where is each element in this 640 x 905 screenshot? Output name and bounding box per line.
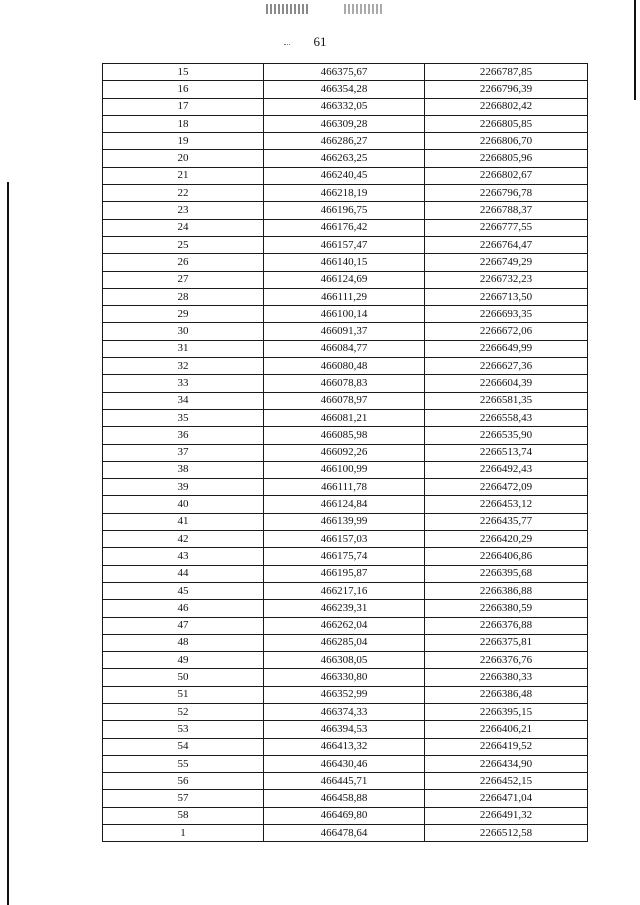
x-coordinate-cell: 466100,14 [264, 306, 425, 323]
table-row [103, 565, 588, 582]
point-number-cell: 44 [103, 565, 264, 582]
table-row [103, 479, 588, 496]
x-coordinate-cell: 466091,37 [264, 323, 425, 340]
y-coordinate-cell: 2266693,35 [425, 306, 588, 323]
x-coordinate-cell: 466478,64 [264, 825, 425, 842]
x-coordinate-cell: 466239,31 [264, 600, 425, 617]
table-row [103, 582, 588, 599]
point-number-cell: 17 [103, 98, 264, 115]
point-number-cell: 57 [103, 790, 264, 807]
y-coordinate-cell: 2266604,39 [425, 375, 588, 392]
point-number-cell: 20 [103, 150, 264, 167]
x-coordinate-cell: 466263,25 [264, 150, 425, 167]
x-coordinate-cell: 466330,80 [264, 669, 425, 686]
point-number-cell: 25 [103, 236, 264, 253]
y-coordinate-cell: 2266749,29 [425, 254, 588, 271]
y-coordinate-cell: 2266380,33 [425, 669, 588, 686]
y-coordinate-cell: 2266376,76 [425, 652, 588, 669]
x-coordinate-cell: 466430,46 [264, 755, 425, 772]
x-coordinate-cell: 466092,26 [264, 444, 425, 461]
point-number-cell: 50 [103, 669, 264, 686]
table-row [103, 236, 588, 253]
y-coordinate-cell: 2266535,90 [425, 427, 588, 444]
x-coordinate-cell: 466157,47 [264, 236, 425, 253]
table-row [103, 825, 588, 842]
point-number-cell: 56 [103, 773, 264, 790]
y-coordinate-cell: 2266672,06 [425, 323, 588, 340]
point-number-cell: 28 [103, 288, 264, 305]
point-number-cell: 18 [103, 115, 264, 132]
table-row [103, 513, 588, 530]
x-coordinate-cell: 466139,99 [264, 513, 425, 530]
table-row [103, 755, 588, 772]
x-coordinate-cell: 466445,71 [264, 773, 425, 790]
coordinates-table [102, 63, 588, 842]
table-row [103, 531, 588, 548]
y-coordinate-cell: 2266649,99 [425, 340, 588, 357]
y-coordinate-cell: 2266732,23 [425, 271, 588, 288]
y-coordinate-cell: 2266805,96 [425, 150, 588, 167]
point-number-cell: 15 [103, 64, 264, 81]
table-row [103, 773, 588, 790]
x-coordinate-cell: 466374,33 [264, 703, 425, 720]
x-coordinate-cell: 466217,16 [264, 582, 425, 599]
table-row [103, 185, 588, 202]
table-row [103, 219, 588, 236]
scan-artifact [266, 4, 308, 14]
x-coordinate-cell: 466195,87 [264, 565, 425, 582]
point-number-cell: 55 [103, 755, 264, 772]
y-coordinate-cell: 2266512,58 [425, 825, 588, 842]
scan-margin-line [634, 0, 636, 100]
y-coordinate-cell: 2266805,85 [425, 115, 588, 132]
point-number-cell: 47 [103, 617, 264, 634]
y-coordinate-cell: 2266375,81 [425, 634, 588, 651]
x-coordinate-cell: 466413,32 [264, 738, 425, 755]
y-coordinate-cell: 2266376,88 [425, 617, 588, 634]
table-row [103, 392, 588, 409]
y-coordinate-cell: 2266380,59 [425, 600, 588, 617]
table-row [103, 444, 588, 461]
point-number-cell: 1 [103, 825, 264, 842]
x-coordinate-cell: 466081,21 [264, 409, 425, 426]
point-number-cell: 19 [103, 133, 264, 150]
x-coordinate-cell: 466124,69 [264, 271, 425, 288]
point-number-cell: 32 [103, 358, 264, 375]
point-number-cell: 26 [103, 254, 264, 271]
point-number-cell: 43 [103, 548, 264, 565]
x-coordinate-cell: 466218,19 [264, 185, 425, 202]
y-coordinate-cell: 2266386,88 [425, 582, 588, 599]
table-row [103, 167, 588, 184]
y-coordinate-cell: 2266796,39 [425, 81, 588, 98]
point-number-cell: 16 [103, 81, 264, 98]
table-row [103, 64, 588, 81]
y-coordinate-cell: 2266492,43 [425, 461, 588, 478]
point-number-cell: 52 [103, 703, 264, 720]
table-row [103, 271, 588, 288]
table-row [103, 288, 588, 305]
y-coordinate-cell: 2266419,52 [425, 738, 588, 755]
table-row [103, 427, 588, 444]
point-number-cell: 48 [103, 634, 264, 651]
coordinates-table-body [103, 64, 588, 842]
x-coordinate-cell: 466078,97 [264, 392, 425, 409]
point-number-cell: 53 [103, 721, 264, 738]
point-number-cell: 41 [103, 513, 264, 530]
y-coordinate-cell: 2266787,85 [425, 64, 588, 81]
y-coordinate-cell: 2266777,55 [425, 219, 588, 236]
x-coordinate-cell: 466196,75 [264, 202, 425, 219]
x-coordinate-cell: 466176,42 [264, 219, 425, 236]
y-coordinate-cell: 2266406,86 [425, 548, 588, 565]
y-coordinate-cell: 2266627,36 [425, 358, 588, 375]
x-coordinate-cell: 466084,77 [264, 340, 425, 357]
table-row [103, 340, 588, 357]
y-coordinate-cell: 2266471,04 [425, 790, 588, 807]
table-row [103, 790, 588, 807]
table-row [103, 548, 588, 565]
x-coordinate-cell: 466394,53 [264, 721, 425, 738]
y-coordinate-cell: 2266788,37 [425, 202, 588, 219]
point-number-cell: 51 [103, 686, 264, 703]
point-number-cell: 23 [103, 202, 264, 219]
y-coordinate-cell: 2266406,21 [425, 721, 588, 738]
x-coordinate-cell: 466352,99 [264, 686, 425, 703]
point-number-cell: 49 [103, 652, 264, 669]
y-coordinate-cell: 2266395,68 [425, 565, 588, 582]
table-row [103, 202, 588, 219]
table-row [103, 254, 588, 271]
page-number: 61 [313, 34, 327, 49]
table-row [103, 81, 588, 98]
x-coordinate-cell: 466262,04 [264, 617, 425, 634]
point-number-cell: 39 [103, 479, 264, 496]
point-number-cell: 31 [103, 340, 264, 357]
x-coordinate-cell: 466309,28 [264, 115, 425, 132]
y-coordinate-cell: 2266581,35 [425, 392, 588, 409]
table-row [103, 686, 588, 703]
table-row [103, 306, 588, 323]
point-number-cell: 27 [103, 271, 264, 288]
x-coordinate-cell: 466111,78 [264, 479, 425, 496]
x-coordinate-cell: 466085,98 [264, 427, 425, 444]
y-coordinate-cell: 2266386,48 [425, 686, 588, 703]
y-coordinate-cell: 2266434,90 [425, 755, 588, 772]
table-row [103, 150, 588, 167]
y-coordinate-cell: 2266796,78 [425, 185, 588, 202]
point-number-cell: 54 [103, 738, 264, 755]
y-coordinate-cell: 2266513,74 [425, 444, 588, 461]
table-row [103, 496, 588, 513]
table-row [103, 115, 588, 132]
y-coordinate-cell: 2266472,09 [425, 479, 588, 496]
table-row [103, 721, 588, 738]
point-number-cell: 24 [103, 219, 264, 236]
x-coordinate-cell: 466157,03 [264, 531, 425, 548]
x-coordinate-cell: 466332,05 [264, 98, 425, 115]
table-row [103, 617, 588, 634]
point-number-cell: 45 [103, 582, 264, 599]
point-number-cell: 33 [103, 375, 264, 392]
table-row [103, 703, 588, 720]
table-row [103, 133, 588, 150]
point-number-cell: 30 [103, 323, 264, 340]
point-number-cell: 21 [103, 167, 264, 184]
y-coordinate-cell: 2266395,15 [425, 703, 588, 720]
x-coordinate-cell: 466375,67 [264, 64, 425, 81]
scan-artifact [344, 4, 384, 14]
y-coordinate-cell: 2266420,29 [425, 531, 588, 548]
y-coordinate-cell: 2266558,43 [425, 409, 588, 426]
point-number-cell: 42 [103, 531, 264, 548]
table-row [103, 807, 588, 824]
x-coordinate-cell: 466078,83 [264, 375, 425, 392]
point-number-cell: 37 [103, 444, 264, 461]
table-row [103, 409, 588, 426]
x-coordinate-cell: 466469,80 [264, 807, 425, 824]
point-number-cell: 36 [103, 427, 264, 444]
point-number-cell: 35 [103, 409, 264, 426]
table-row [103, 461, 588, 478]
x-coordinate-cell: 466308,05 [264, 652, 425, 669]
scan-margin-line [7, 182, 9, 905]
y-coordinate-cell: 2266764,47 [425, 236, 588, 253]
table-row [103, 600, 588, 617]
x-coordinate-cell: 466285,04 [264, 634, 425, 651]
point-number-cell: 22 [103, 185, 264, 202]
y-coordinate-cell: 2266491,32 [425, 807, 588, 824]
table-row [103, 738, 588, 755]
y-coordinate-cell: 2266435,77 [425, 513, 588, 530]
x-coordinate-cell: 466286,27 [264, 133, 425, 150]
x-coordinate-cell: 466140,15 [264, 254, 425, 271]
y-coordinate-cell: 2266802,67 [425, 167, 588, 184]
table-row [103, 669, 588, 686]
x-coordinate-cell: 466111,29 [264, 288, 425, 305]
point-number-cell: 29 [103, 306, 264, 323]
point-number-cell: 38 [103, 461, 264, 478]
x-coordinate-cell: 466080,48 [264, 358, 425, 375]
x-coordinate-cell: 466458,88 [264, 790, 425, 807]
table-row [103, 634, 588, 651]
point-number-cell: 40 [103, 496, 264, 513]
point-number-cell: 34 [103, 392, 264, 409]
x-coordinate-cell: 466240,45 [264, 167, 425, 184]
y-coordinate-cell: 2266806,70 [425, 133, 588, 150]
y-coordinate-cell: 2266802,42 [425, 98, 588, 115]
y-coordinate-cell: 2266453,12 [425, 496, 588, 513]
point-number-cell: 46 [103, 600, 264, 617]
x-coordinate-cell: 466100,99 [264, 461, 425, 478]
point-number-cell: 58 [103, 807, 264, 824]
y-coordinate-cell: 2266713,50 [425, 288, 588, 305]
x-coordinate-cell: 466175,74 [264, 548, 425, 565]
table-row [103, 358, 588, 375]
x-coordinate-cell: 466354,28 [264, 81, 425, 98]
y-coordinate-cell: 2266452,15 [425, 773, 588, 790]
table-row [103, 652, 588, 669]
table-row [103, 323, 588, 340]
x-coordinate-cell: 466124,84 [264, 496, 425, 513]
table-row [103, 98, 588, 115]
table-row [103, 375, 588, 392]
